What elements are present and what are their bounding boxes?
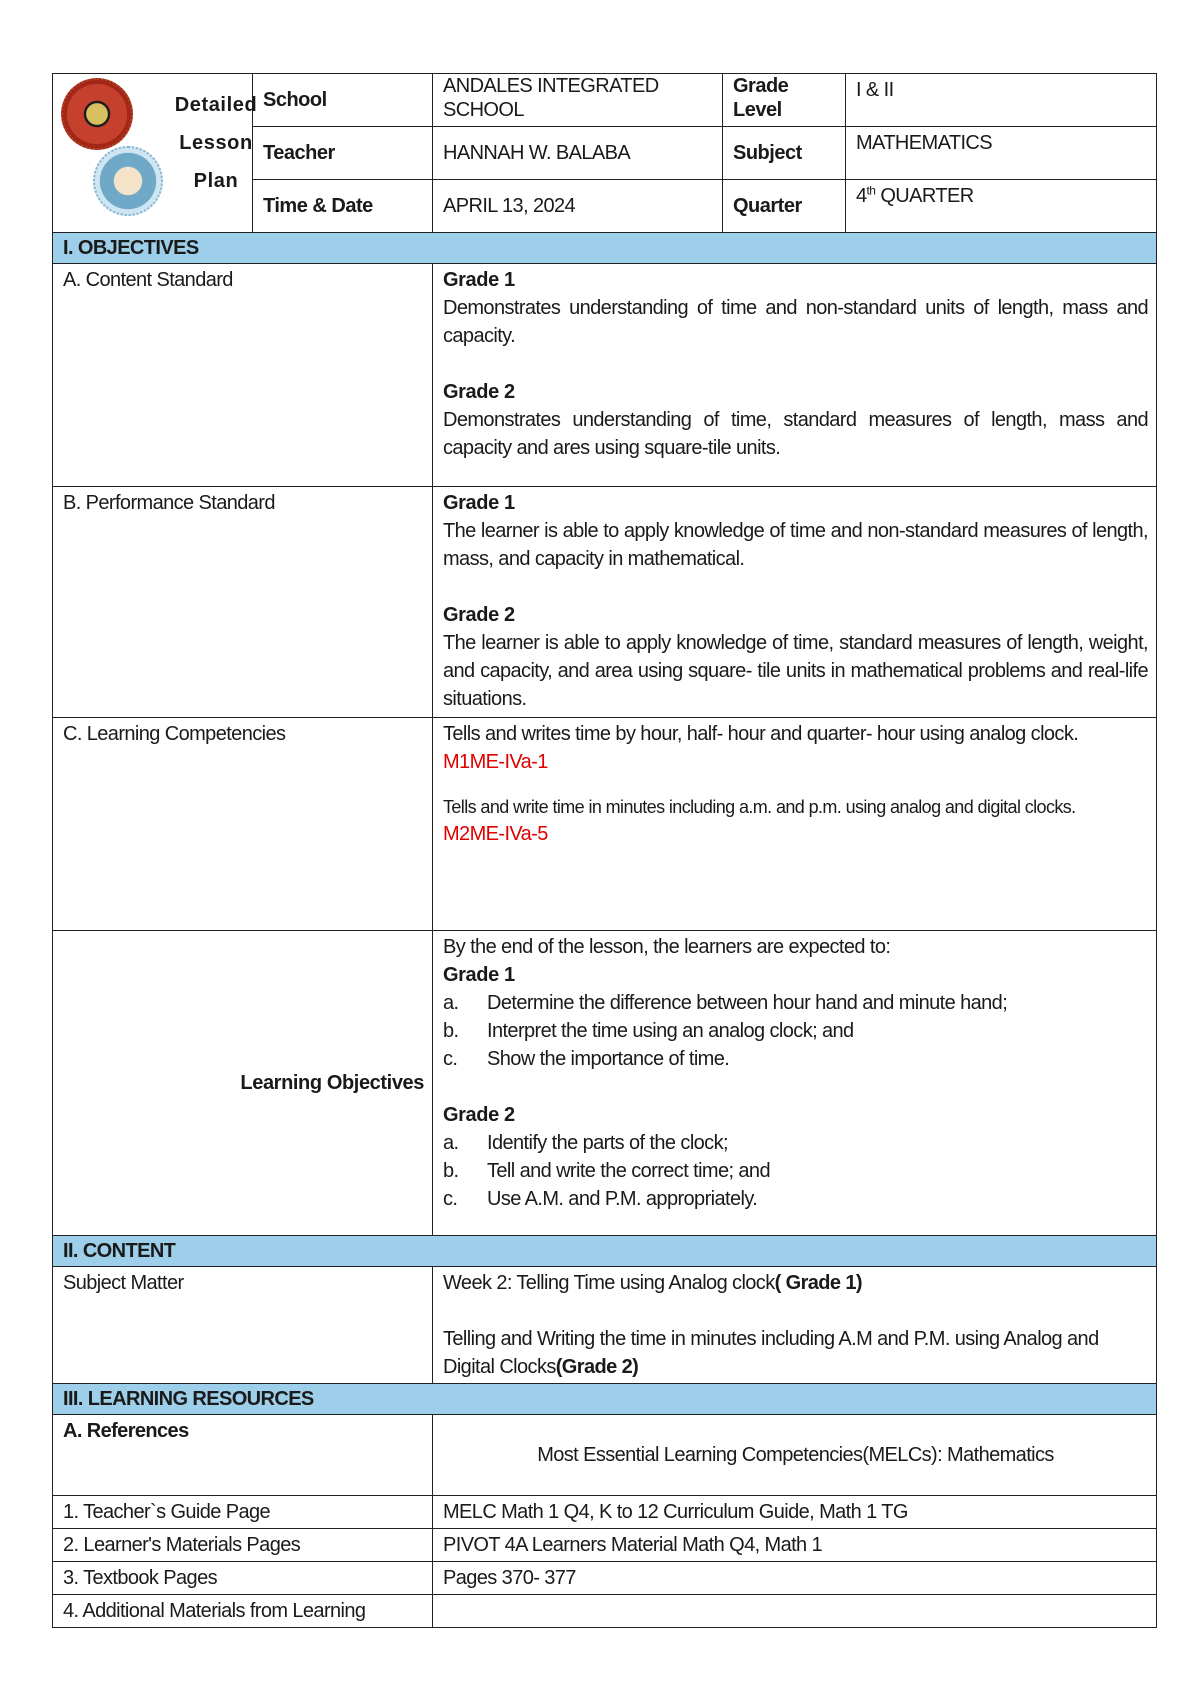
logo-cell (53, 74, 258, 233)
grade-level-value: I & II (846, 74, 1157, 127)
references-label: A. References (53, 1415, 433, 1496)
subject-matter-label: Subject Matter (53, 1267, 433, 1384)
section-content (53, 1236, 1157, 1267)
subject-matter-value: Week 2: Telling Time using Analog clock( Grade 1) Telling and Writing the time in minutes including A.M and P.M. using Analog and Digital Clocks(Grade 2) (433, 1267, 1157, 1384)
time-date-label: Time & Date (253, 180, 433, 233)
school-label: School (253, 74, 433, 127)
school-value: ANDALES INTEGRATED SCHOOL (433, 74, 723, 127)
school-seal-logo (61, 78, 133, 150)
subject-value: MATHEMATICS (846, 127, 1157, 180)
section-title: I. OBJECTIVES (53, 233, 1157, 264)
list-item: a. Determine the difference between hour hand and minute hand; (443, 992, 1008, 1014)
references-row (53, 1415, 1157, 1496)
list-item: c. Use A.M. and P.M. appropriately. (443, 1188, 758, 1210)
performance-standard-row (53, 487, 1157, 718)
teacher-label: Teacher (253, 127, 433, 180)
subject-matter-row (53, 1267, 1157, 1384)
performance-standard-label: B. Performance Standard (53, 487, 433, 718)
resource-value: Pages 370- 377 (433, 1562, 1157, 1595)
header-row-school (53, 74, 1157, 127)
competency-code-2: M2ME-IVa-5 (443, 823, 548, 845)
quarter-value: 4th QUARTER (846, 180, 1157, 233)
quarter-label: Quarter (723, 180, 846, 233)
grade1-objectives-list (443, 989, 1148, 1073)
section-learning-resources (53, 1384, 1157, 1415)
grade-level-label: Grade Level (723, 74, 846, 127)
learning-objectives-row (53, 931, 1157, 1236)
list-item: b. Tell and write the correct time; and (443, 1160, 770, 1182)
list-item: c. Show the importance of time. (443, 1048, 730, 1070)
resource-label: 3. Textbook Pages (53, 1562, 433, 1595)
resource-label: 2. Learner's Materials Pages (53, 1529, 433, 1562)
list-item: b. Interpret the time using an analog clock; and (443, 1020, 854, 1042)
list-item: a. Identify the parts of the clock; (443, 1132, 728, 1154)
lesson-plan-table (52, 73, 1157, 1628)
competency-code-1: M1ME-IVa-1 (443, 751, 548, 773)
resource-value (433, 1595, 1157, 1628)
grade2-objectives-list (443, 1129, 1148, 1213)
resource-label: 1. Teacher`s Guide Page (53, 1496, 433, 1529)
table-row (53, 1562, 1157, 1595)
subject-label: Subject (723, 127, 846, 180)
table-row (53, 1595, 1157, 1628)
table-row (53, 1529, 1157, 1562)
content-standard-label: A. Content Standard (53, 264, 433, 487)
learning-competencies-label: C. Learning Competencies (53, 718, 433, 931)
learning-competencies-value: Tells and writes time by hour, half- hour and quarter- hour using analog clock. M1ME-IVa-1 Tells and write time in minutes including a.m. and p.m. using analog and digital clocks. M2ME-IVa-5 (433, 718, 1157, 931)
lesson-plan-document (52, 73, 1156, 1628)
teacher-value: HANNAH W. BALABA (433, 127, 723, 180)
dlp-title: Detailed Lesson Plan (174, 94, 258, 192)
section-objectives (53, 233, 1157, 264)
resource-value: MELC Math 1 Q4, K to 12 Curriculum Guide, Math 1 TG (433, 1496, 1157, 1529)
learning-objectives-value: By the end of the lesson, the learners are expected to: Grade 1 a. Determine the difference between hour hand and minute hand; b. Interpret the time using an analog clock; and c. Show the importance of time. Grade 2 a. Identify the parts of the clock; b. Tell and write the correct time; and c. Use A.M. and P.M. appropriately. (433, 931, 1157, 1236)
content-standard-value: Grade 1 Demonstrates understanding of time and non-standard units of length, mass and capacity. Grade 2 Demonstrates understanding of time, standard measures of length, mass and capacity and ares using square-tile units. (433, 264, 1157, 487)
deped-seal-logo (93, 146, 163, 216)
table-row (53, 1496, 1157, 1529)
section-title: II. CONTENT (53, 1236, 1157, 1267)
resource-value: PIVOT 4A Learners Material Math Q4, Math 1 (433, 1529, 1157, 1562)
section-title: III. LEARNING RESOURCES (53, 1384, 1157, 1415)
learning-objectives-label: Learning Objectives (53, 931, 433, 1236)
resource-label: 4. Additional Materials from Learning (53, 1595, 433, 1628)
performance-standard-value: Grade 1 The learner is able to apply knowledge of time and non-standard measures of length, mass, and capacity in mathematical. Grade 2 The learner is able to apply knowledge of time, standard measures of length, weight, and capacity, and area using square- tile units in mathematical problems and real-life situations. (433, 487, 1157, 718)
content-standard-row (53, 264, 1157, 487)
references-value: Most Essential Learning Competencies(MELCs): Mathematics (433, 1415, 1157, 1496)
time-date-value: APRIL 13, 2024 (433, 180, 723, 233)
learning-competencies-row (53, 718, 1157, 931)
